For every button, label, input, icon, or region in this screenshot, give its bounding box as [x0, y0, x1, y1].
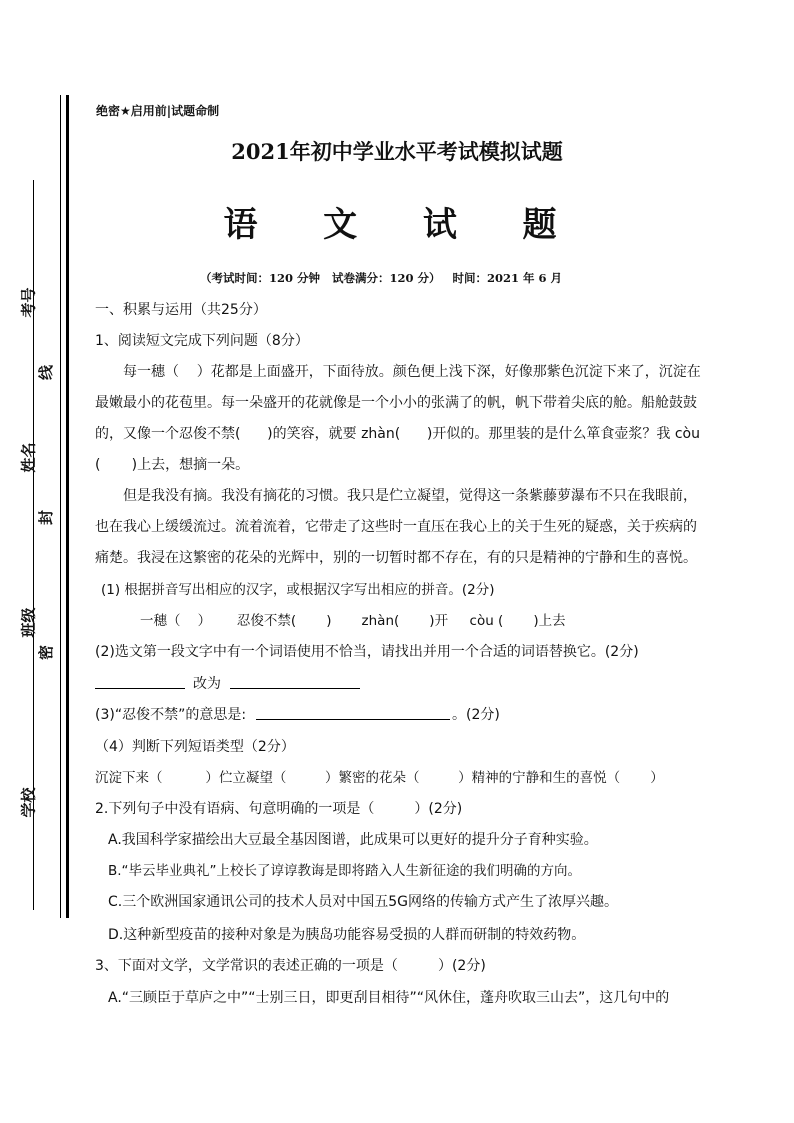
q1-title: 1、阅读短文完成下列问题（8分）: [95, 333, 309, 349]
q1-passage-line: 每一穗（ ）花都是上面盛开，下面待放。颜色便上浅下深，好像那紫色沉淀下来了，沉淀在: [123, 364, 701, 380]
q1-sub4: （4）判断下列短语类型（2分）: [95, 739, 295, 755]
q1-sub2-replacement-blank[interactable]: [230, 672, 360, 689]
exam-info: （考试时间：120 分钟 试卷满分：120 分） 时间：2021 年 6 月: [200, 271, 563, 285]
q2-title: 2.下列句子中没有语病、句意明确的一项是（ ）(2分): [95, 801, 463, 817]
q1-sub1-items[interactable]: 一穗（ ） 忍俊不禁( ) zhàn( )开 còu ( )上去: [140, 613, 566, 629]
subject-title: 语 文 试 题: [223, 205, 571, 245]
q3-option-a[interactable]: A.“三顾臣于草庐之中”“士别三日，即更刮目相待”“风休住，蓬舟吹取三山去”，这几句中的: [108, 990, 670, 1006]
label-line: 线: [37, 364, 56, 381]
q1-sub4-items[interactable]: 沉淀下来（ ）伫立凝望（ ）繁密的花朵（ ）精神的宁静和生的喜悦（ ）: [95, 770, 664, 786]
label-exam-no: 考号: [19, 287, 38, 318]
q2-option-d[interactable]: D.这种新型疫苗的接种对象是为胰岛功能容易受损的人群而研制的特效药物。: [108, 927, 586, 943]
q2-option-c[interactable]: C.三个欧洲国家通讯公司的技术人员对中国五5G网络的传输方式产生了浓厚兴趣。: [108, 894, 618, 910]
label-class: 班级: [19, 607, 38, 638]
q1-passage-line: ( )上去，想摘一朵。: [95, 457, 250, 473]
q1-passage-line: 最嫩最小的花苞里。每一朵盛开的花就像是一个小小的张满了的帆，帆下带着尖底的舱。船舱鼓鼓: [95, 395, 697, 411]
q1-passage-line: 痛楚。我浸在这繁密的花朵的光辉中，别的一切暂时都不存在，有的只是精神的宁静和生的喜悦。: [95, 550, 697, 566]
q1-sub2-answer-blank[interactable]: [95, 672, 185, 689]
q1-sub1: (1) 根据拼音写出相应的汉字，或根据汉字写出相应的拼音。(2分): [101, 582, 495, 598]
q1-sub2: (2)选文第一段文字中有一个词语使用不恰当，请找出并用一个合适的词语替换它。(2分): [95, 644, 639, 660]
label-name: 姓名: [19, 442, 38, 473]
q2-option-b[interactable]: B.“毕云毕业典礼”上校长了谆谆教诲是即将踏入人生新征途的我们明确的方向。: [108, 863, 582, 879]
q1-passage-line: 但是我没有摘。我没有摘花的习惯。我只是伫立凝望，觉得这一条紫藤萝瀑布不只在我眼前，: [123, 488, 697, 504]
q1-sub3-end: 。(2分): [452, 707, 500, 723]
label-school: 学校: [19, 787, 38, 818]
secret-mark: 绝密★启用前|试题命制: [96, 104, 220, 118]
q1-passage-line: 的，又像一个忍俊不禁( )的笑容，就要 zhàn( )开似的。那里装的是什么箪食壶浆？我 còu: [95, 426, 700, 442]
exam-title: 2021年初中学业水平考试模拟试题: [231, 139, 563, 164]
label-seal: 封: [37, 509, 56, 526]
section-1-heading: 一、积累与运用（共25分）: [95, 302, 267, 318]
q3-title: 3、下面对文学，文学常识的表述正确的一项是（ ）(2分): [95, 958, 486, 974]
q1-sub3-answer-blank[interactable]: [256, 703, 450, 720]
q1-passage-line: 也在我心上缓缓流过。流着流着，它带走了这些时一直压在我心上的关于生死的疑惑，关于疾病的: [95, 519, 697, 535]
q1-sub2-change-label: 改为: [193, 676, 221, 692]
q2-option-a[interactable]: A.我国科学家描绘出大豆最全基因图谱，此成果可以更好的提升分子育种实验。: [108, 832, 598, 848]
q1-sub3: (3)“忍俊不禁”的意思是:: [95, 707, 247, 723]
label-secret: 密: [37, 644, 56, 661]
